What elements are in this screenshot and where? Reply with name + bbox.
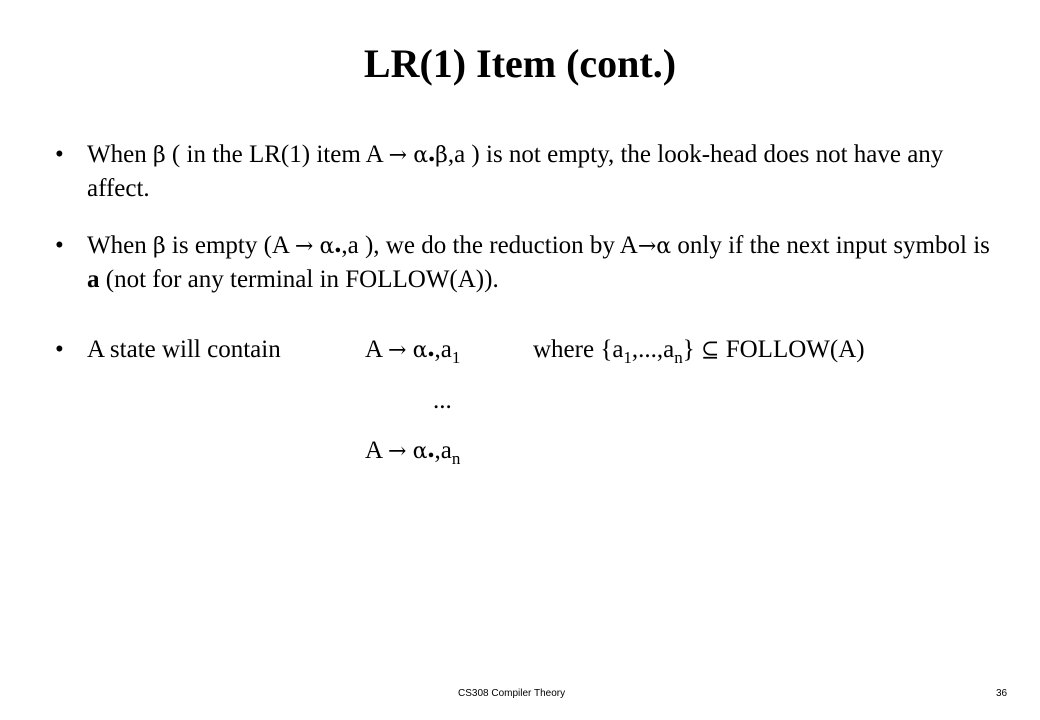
production-last [365,434,460,468]
text-segment: ( in the LR(1) item A [165,141,389,168]
text-segment: FOLLOW(A) [719,336,865,363]
where-clause [533,333,865,367]
bullet-text [87,138,992,205]
lookahead-a: a [87,266,100,293]
bullet-dot: • [55,336,64,363]
text-segment: (not for any terminal in FOLLOW(A)). [99,266,499,293]
text-segment: where {a [533,336,624,363]
production-first [365,333,460,367]
item-dot: . [428,137,436,168]
arrow-symbol: → [637,234,657,259]
bullet-text [87,229,992,296]
text-segment: A state will contain [87,336,281,363]
ellipsis: ... [433,387,452,414]
text-segment: } [682,336,695,363]
lhs-symbol: A [365,336,388,363]
text-segment: When [87,141,153,168]
slide-title: LR(1) Item (cont.) [363,41,677,86]
alpha-symbol: α [413,143,429,168]
alpha-symbol: α [412,338,428,363]
subscript: n [451,449,461,468]
bullet-dot: • [55,232,64,259]
lookahead-symbol: ,a [434,437,452,464]
text-segment: ,a ) is not empty, the look-head does not have any affect. [87,141,944,202]
subscript: 1 [623,348,632,367]
alpha-symbol: α [412,439,428,464]
subseteq-symbol: ⊆ [701,338,720,363]
arrow-symbol: → [387,338,407,363]
text-segment: When [87,232,153,259]
footer-page-number: 36 [996,688,1008,699]
text-segment: is empty (A [165,232,295,259]
item-dot: . [334,228,342,259]
alpha-symbol: α [656,234,672,259]
footer-course: CS308 Compiler Theory [458,688,566,699]
subscript: 1 [451,348,461,367]
lookahead-symbol: ,a [434,336,452,363]
lhs-symbol: A [365,437,388,464]
text-segment: ,a ), we do the reduction by A [341,232,638,259]
subscript: n [674,348,683,367]
text-segment: only if the next input symbol is [671,232,990,259]
beta-symbol: β [152,234,166,259]
alpha-symbol: α [319,234,335,259]
beta-symbol: β [152,143,166,168]
arrow-symbol: → [388,143,407,168]
text-segment: ,...,a [631,336,675,363]
arrow-symbol: → [294,234,314,259]
item-dot: . [427,332,435,363]
beta-symbol: β [435,143,448,168]
arrow-symbol: → [387,439,407,464]
item-dot: . [427,433,435,464]
bullet-dot: • [55,141,64,168]
